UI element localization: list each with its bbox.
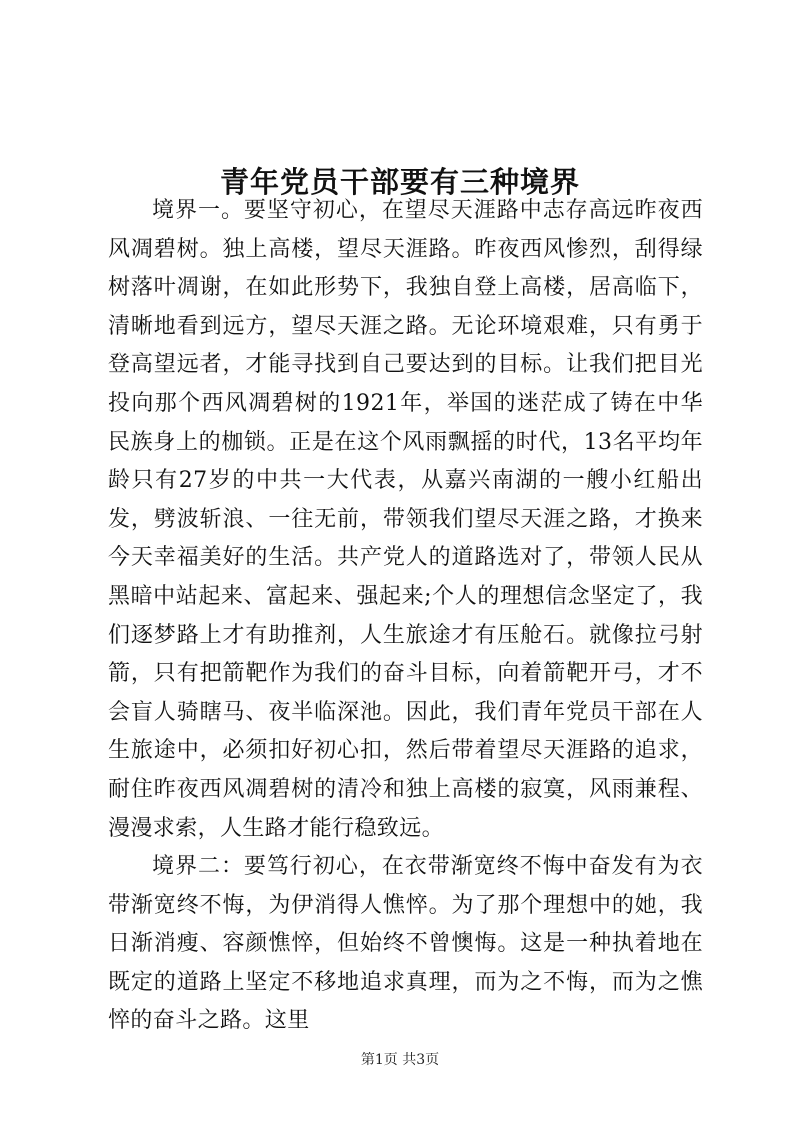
paragraph-realm-two: 境界二：要笃行初心，在衣带渐宽终不悔中奋发有为衣带渐宽终不悔，为伊消得人憔悴。为了那个理想中的她，我日渐消瘦、容颜憔悴，但始终不曾懊悔。这是一种执着地在既定的道路上坚定不移地追求真理，而为之不悔，而为之憔悴的奋斗之路。这里	[108, 854, 703, 1034]
document-body	[108, 192, 703, 1041]
document-title: 青年党员干部要有三种境界	[219, 165, 580, 200]
page-footer: 第1页 共3页	[360, 1052, 440, 1068]
paragraph-realm-one: 境界一。要坚守初心，在望尽天涯路中志存高远昨夜西风凋碧树。独上高楼，望尽天涯路。昨夜西风惨烈，刮得绿树落叶凋谢，在如此形势下，我独自登上高楼，居高临下，清晰地看到远方，望尽天涯之路。无论环境艰难，只有勇于登高望远者，才能寻找到自己要达到的目标。让我们把目光投向那个西风凋碧树的1921年，举国的迷茫成了铸在中华民族身上的枷锁。正是在这个风雨飘摇的时代，13名平均年龄只有27岁的中共一大代表，从嘉兴南湖的一艘小红船出发，劈波斩浪、一往无前，带领我们望尽天涯之路，才换来今天幸福美好的生活。共产党人的道路选对了，带领人民从黑暗中站起来、富起来、强起来;个人的理想信念坚定了，我们逐梦路上才有助推剂，人生旅途才有压舱石。就像拉弓射箭，只有把箭靶作为我们的奋斗目标，向着箭靶开弓，才不会盲人骑瞎马、夜半临深池。因此，我们青年党员干部在人生旅途中，必须扣好初心扣，然后带着望尽天涯路的追求，耐住昨夜西风凋碧树的清冷和独上高楼的寂寞，风雨兼程、漫漫求索，人生路才能行稳致远。	[108, 198, 703, 841]
